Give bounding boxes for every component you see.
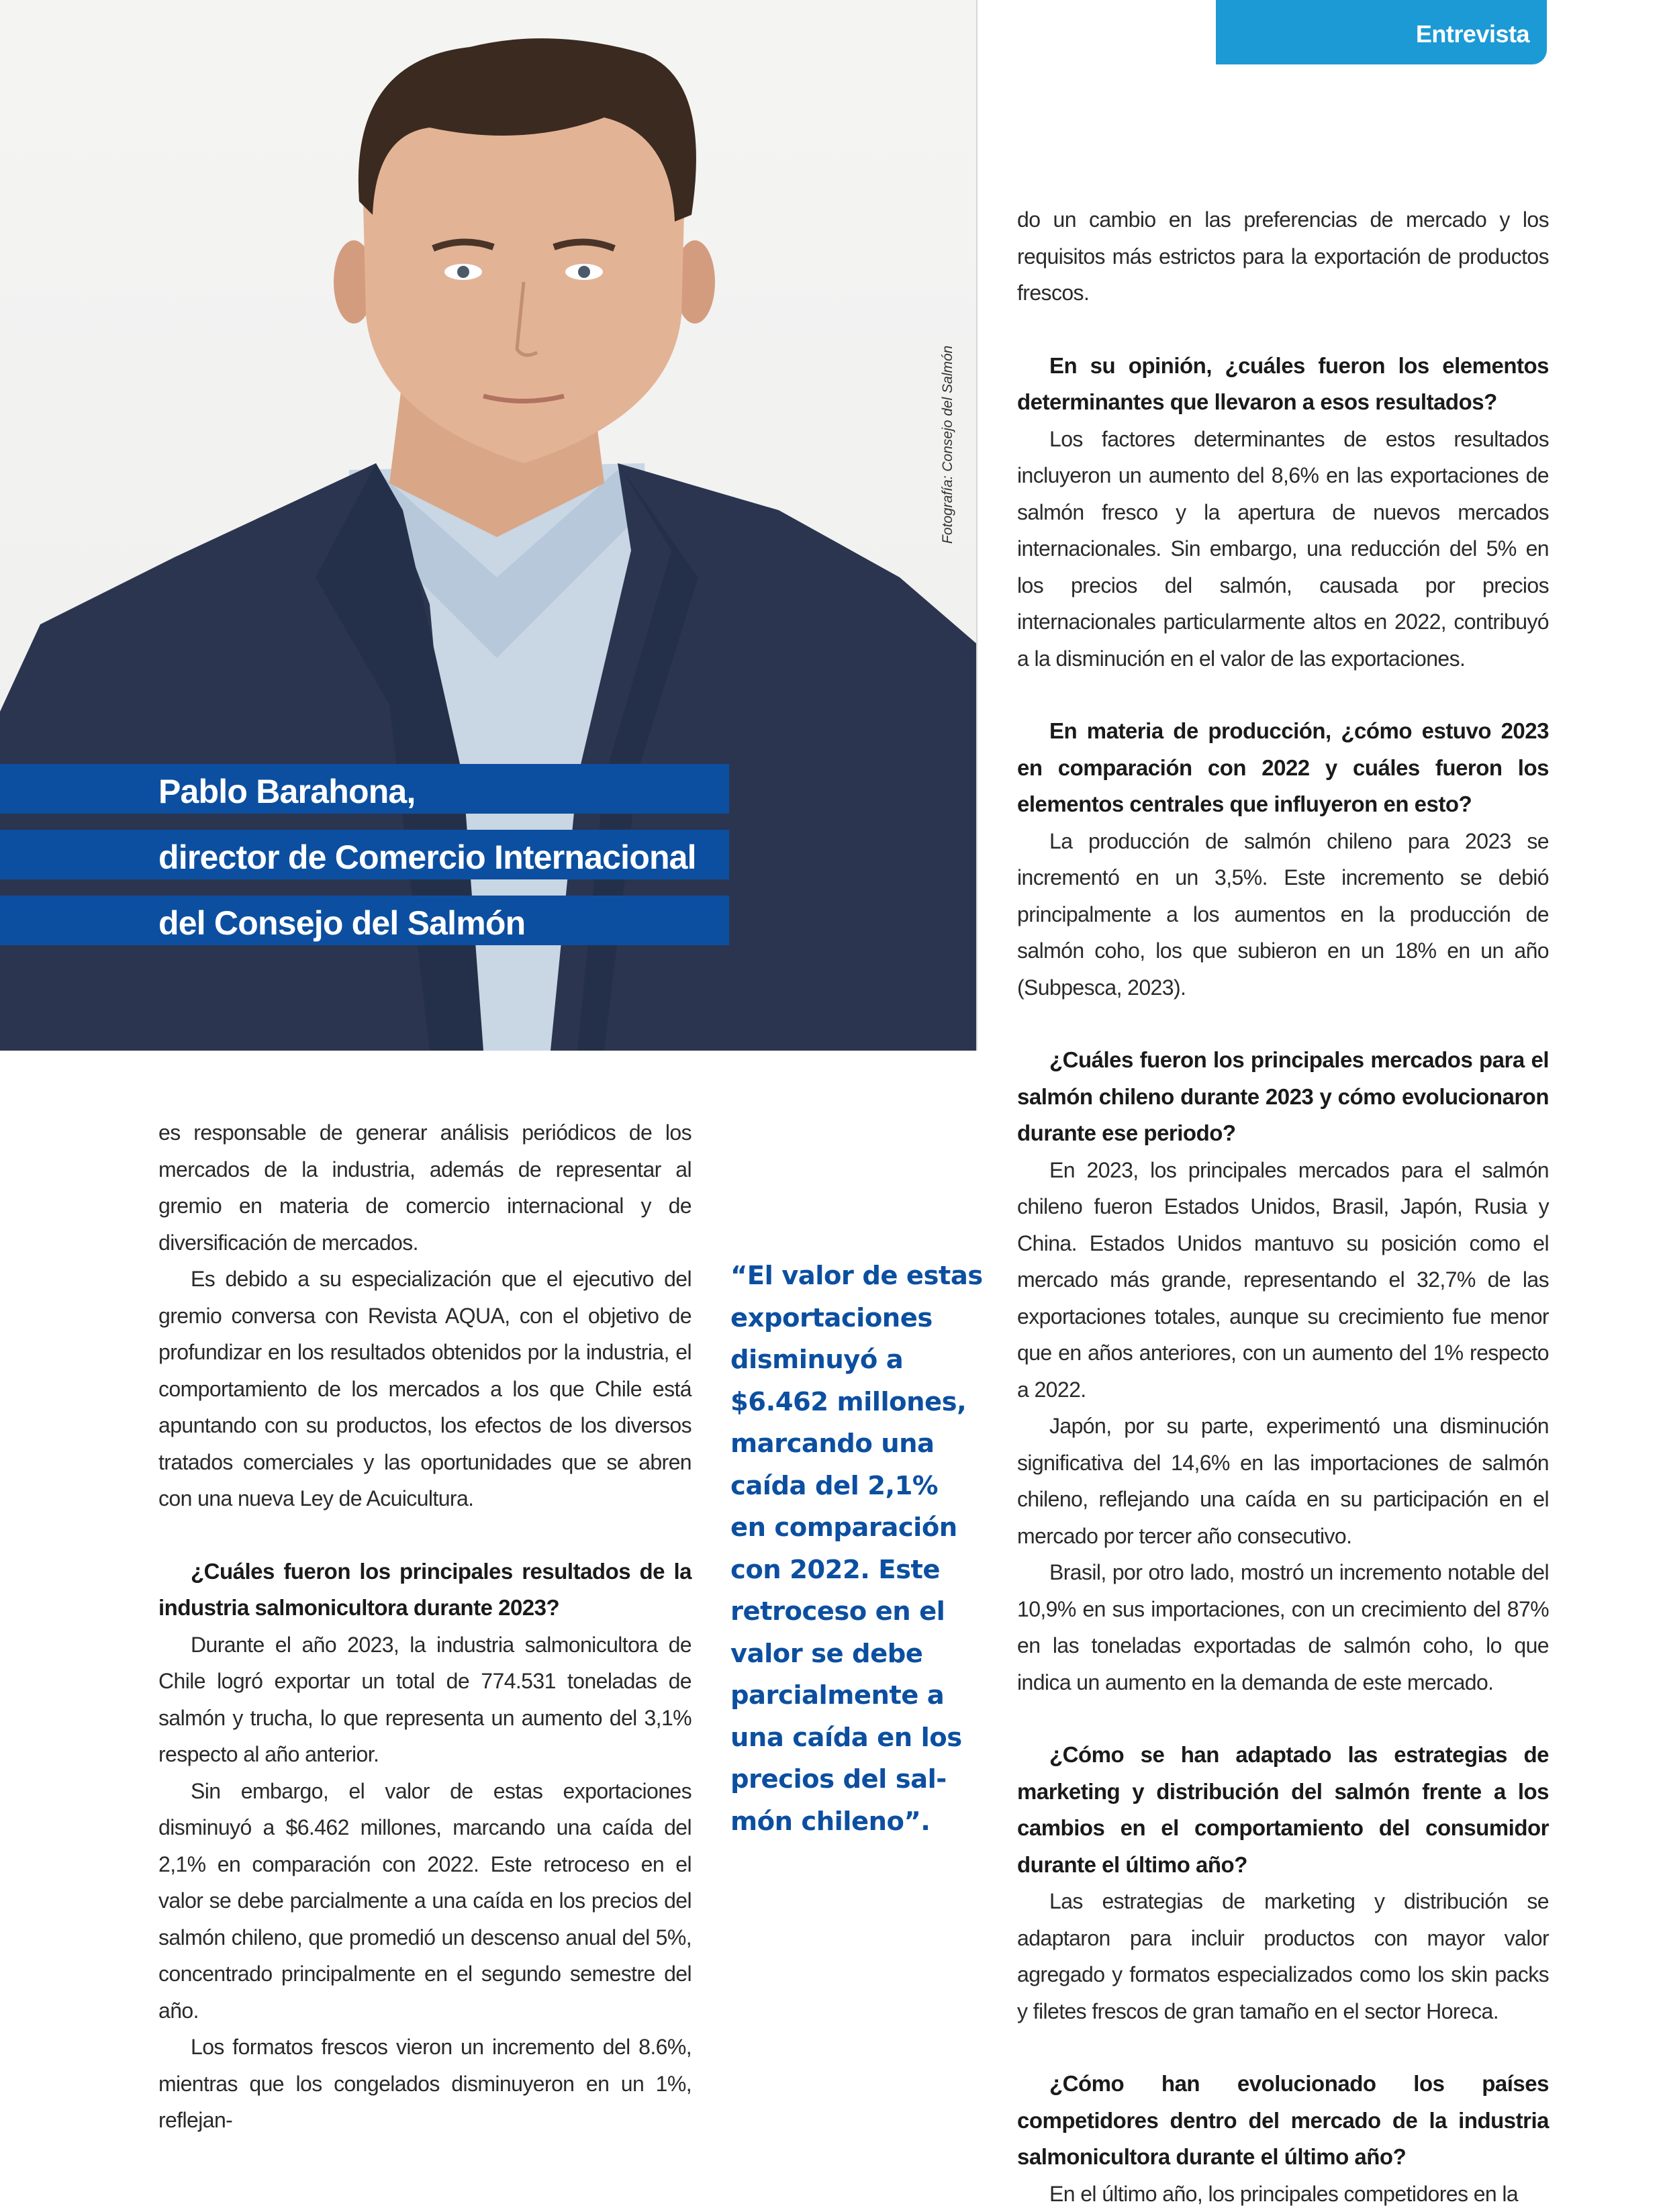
answer-2: Los factores determinantes de estos resultados incluyeron un aumento del 8,6% en las exportaciones de salmón fresco y la apertura de nuevos mercados internacionales. Sin embargo, una reducción del 5% en los precios del salmón, causada por precios internacionales particularmente altos en 2022, contribuyó a la disminución en el valor de las exportaciones. — [1017, 421, 1549, 677]
pull-quote-line: precios del sal- — [730, 1759, 999, 1801]
answer-5: Las estrategias de marketing y distribución se adaptaron para incluir productos con mayor valor agregado y formatos especializados como los skin packs y filetes frescos de gran tamaño en el sector Horeca. — [1017, 1883, 1549, 2029]
question-1: ¿Cuáles fueron los principales resultados de la industria salmonicultora durante 2023? — [158, 1553, 692, 1627]
answer-4-paragraph-1: En 2023, los principales mercados para el salmón chileno fueron Estados Unidos, Brasil, Japón, Rusia y China. Estados Unidos mantuvo su posición como el mercado más grande, representando el 32,7% de las exportaciones totales, aunque su crecimiento fue menor que en años anteriores, con un aumento del 1% respecto a 2022. — [1017, 1152, 1549, 1408]
intro-paragraph: es responsable de generar análisis periódicos de los mercados de la industria, además de representar al gremio en materia de comercio internacional y de diversificación de mercados. — [158, 1114, 692, 1261]
pull-quote-line: disminuyó a — [730, 1339, 999, 1382]
right-column — [1017, 201, 1549, 2212]
interviewee-title: director de Comercio Internacional — [158, 838, 696, 877]
pull-quote — [730, 1255, 999, 1843]
pull-quote-line: parcialmente a — [730, 1675, 999, 1717]
pull-quote-line: caída del 2,1% — [730, 1465, 999, 1508]
pull-quote-line: $6.462 millones, — [730, 1382, 999, 1424]
question-4: ¿Cuáles fueron los principales mercados para el salmón chileno durante 2023 y cómo evolucionaron durante ese periodo? — [1017, 1042, 1549, 1152]
pull-quote-line: exportaciones — [730, 1298, 999, 1340]
pull-quote-line: en comparación — [730, 1507, 999, 1549]
answer-4-paragraph-2: Japón, por su parte, experimentó una disminución significativa del 14,6% en las importaciones de salmón chileno, reflejando una caída en su participación en el mercado por tercer año consecutivo. — [1017, 1408, 1549, 1554]
pull-quote-line: marcando una — [730, 1423, 999, 1465]
question-2: En su opinión, ¿cuáles fueron los elementos determinantes que llevaron a esos resultados? — [1017, 348, 1549, 421]
pull-quote-line: retroceso en el — [730, 1591, 999, 1633]
pull-quote-line: “El valor de estas — [730, 1255, 999, 1298]
answer-6: En el último año, los principales competidores en la — [1017, 2176, 1549, 2212]
interviewee-name: Pablo Barahona, — [158, 772, 416, 811]
name-bar-2 — [0, 830, 729, 879]
section-tag — [1216, 0, 1547, 64]
photo-edge — [976, 0, 978, 1051]
answer-1-paragraph-3: Los formatos frescos vieron un incremento del 8.6%, mientras que los congelados disminuyeron en un 1%, reflejan- — [158, 2029, 692, 2139]
question-5: ¿Cómo se han adaptado las estrategias de marketing y distribución del salmón frente a los cambios en el comportamiento del consumidor durante el último año? — [1017, 1737, 1549, 1883]
intro-paragraph-2: Es debido a su especialización que el ejecutivo del gremio conversa con Revista AQUA, con el objetivo de profundizar en los resultados obtenidos por la industria, el comportamiento de los mercados a los que Chile está apuntando con su productos, los efectos de los diversos tratados comerciales y las oportunidades que se abren con una nueva Ley de Acuicultura. — [158, 1261, 692, 1517]
pull-quote-line: con 2022. Este — [730, 1549, 999, 1592]
section-tag-label: Entrevista — [1416, 20, 1529, 48]
answer-3: La producción de salmón chileno para 2023 se incrementó en un 3,5%. Este incremento se debió principalmente a los aumentos en la producción de salmón coho, los que subieron en un 18% en un año (Subpesca, 2023). — [1017, 823, 1549, 1006]
name-bar-3 — [0, 896, 729, 945]
left-column — [158, 1114, 692, 2139]
interviewee-organization: del Consejo del Salmón — [158, 904, 525, 943]
continued-paragraph: do un cambio en las preferencias de mercado y los requisitos más estrictos para la exportación de productos frescos. — [1017, 201, 1549, 311]
name-bar-1 — [0, 764, 729, 814]
answer-1-paragraph-1: Durante el año 2023, la industria salmonicultora de Chile logró exportar un total de 774.531 toneladas de salmón y trucha, lo que representa un aumento del 3,1% respecto al año anterior. — [158, 1627, 692, 1773]
answer-4-paragraph-3: Brasil, por otro lado, mostró un incremento notable del 10,9% en sus importaciones, con un crecimiento del 87% en las toneladas exportadas de salmón coho, lo que indica un aumento en la demanda de este mercado. — [1017, 1554, 1549, 1700]
pull-quote-line: una caída en los — [730, 1717, 999, 1760]
question-3: En materia de producción, ¿cómo estuvo 2023 en comparación con 2022 y cuáles fueron los elementos centrales que influyeron en esto? — [1017, 713, 1549, 823]
portrait-illustration — [0, 0, 978, 1051]
photo-credit: Fotografía: Consejo del Salmón — [940, 346, 956, 544]
pull-quote-line: món chileno”. — [730, 1801, 999, 1843]
portrait-photo — [0, 0, 978, 1051]
answer-1-paragraph-2: Sin embargo, el valor de estas exportaciones disminuyó a $6.462 millones, marcando una caída del 2,1% en comparación con 2022. Este retroceso en el valor se debe parcialmente a una caída en los precios del salmón chileno, que promedió un descenso anual del 5%, concentrado principalmente en el segundo semestre del año. — [158, 1773, 692, 2029]
pull-quote-line: valor se debe — [730, 1633, 999, 1676]
question-6: ¿Cómo han evolucionado los países competidores dentro del mercado de la industria salmonicultora durante el último año? — [1017, 2066, 1549, 2176]
